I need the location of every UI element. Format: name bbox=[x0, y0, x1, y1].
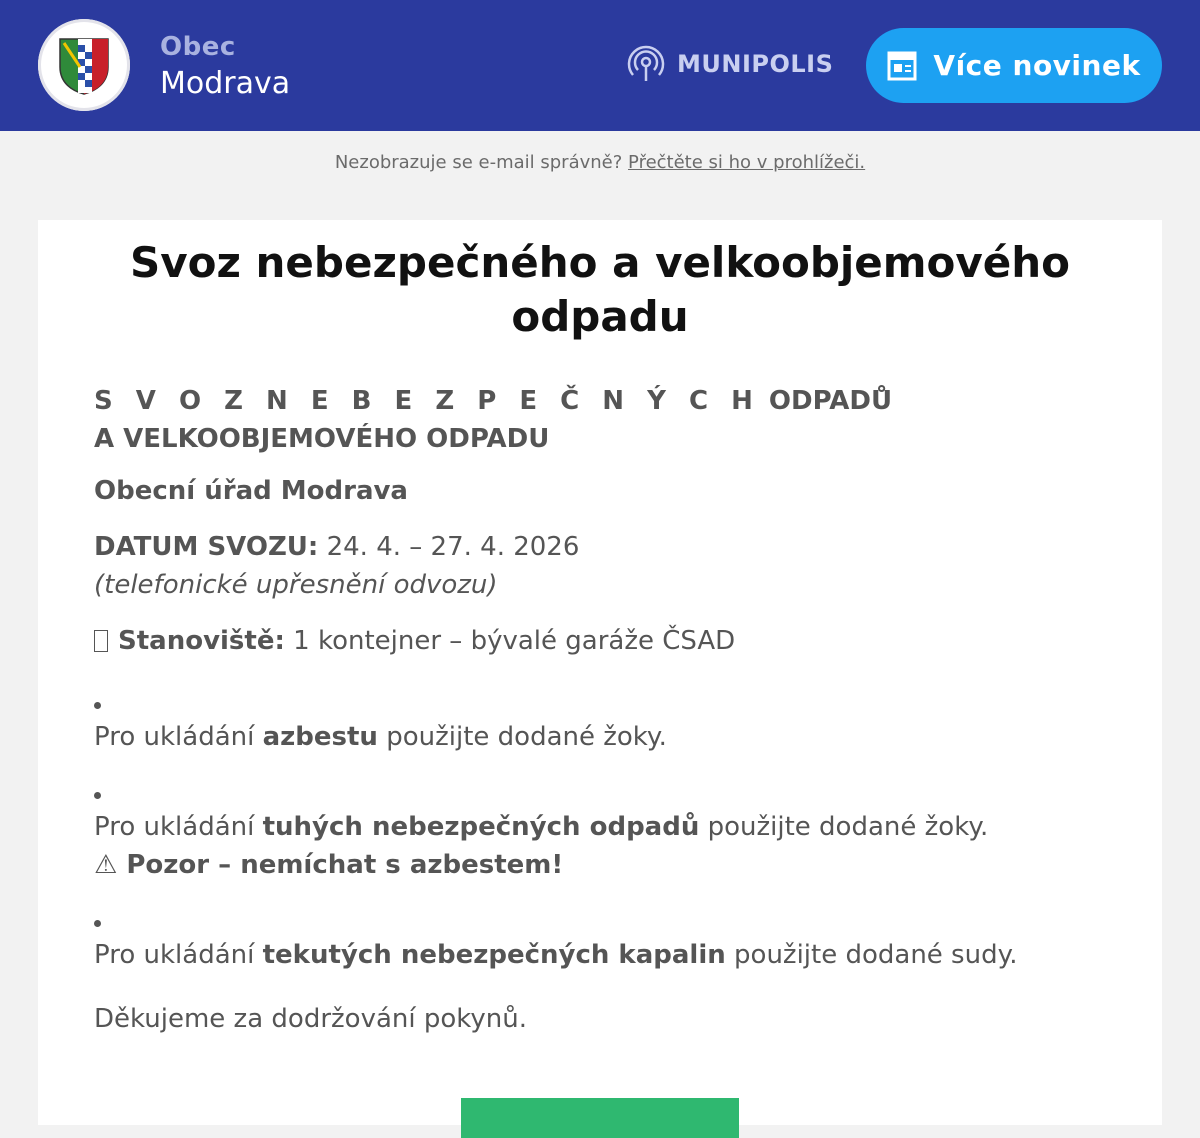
item-suffix: použijte dodané sudy. bbox=[734, 940, 1018, 970]
article-title: Svoz nebezpečného a velkoobjemového odpadu bbox=[129, 238, 1071, 341]
list-item bbox=[94, 940, 1018, 970]
municipality-logo[interactable] bbox=[38, 19, 130, 111]
article-subheading bbox=[94, 382, 892, 458]
pin-icon bbox=[94, 630, 108, 652]
item-prefix: Pro ukládání bbox=[94, 812, 255, 842]
date-note: (telefonické upřesnění odvozu) bbox=[94, 570, 498, 600]
subheading-rest: ODPADŮ bbox=[768, 386, 893, 416]
item-suffix: použijte dodané žoky. bbox=[707, 812, 989, 842]
more-news-label: Více novinek bbox=[933, 49, 1141, 82]
newspaper-icon bbox=[887, 51, 917, 81]
munipolis-brand[interactable] bbox=[627, 44, 833, 84]
date-label: DATUM SVOZU: bbox=[94, 532, 319, 562]
preheader bbox=[0, 152, 1200, 173]
item-suffix: použijte dodané žoky. bbox=[386, 722, 667, 752]
item-bold: tekutých nebezpečných kapalin bbox=[262, 940, 726, 970]
more-news-button[interactable] bbox=[866, 28, 1162, 103]
subheading-line2: A VELKOOBJEMOVÉHO ODPADU bbox=[94, 424, 550, 454]
item-bold: tuhých nebezpečných odpadů bbox=[262, 812, 700, 842]
thanks-text: Děkujeme za dodržování pokynů. bbox=[94, 1004, 527, 1034]
coat-of-arms-icon bbox=[58, 37, 110, 95]
town-prefix: Obec bbox=[160, 32, 236, 62]
item-prefix: Pro ukládání bbox=[94, 722, 255, 752]
item-bold: azbestu bbox=[262, 722, 378, 752]
list-item bbox=[94, 812, 988, 842]
warning-text: ⚠ Pozor – nemíchat s azbestem! bbox=[94, 850, 564, 880]
bullet-dot bbox=[94, 920, 101, 927]
collection-date bbox=[94, 532, 579, 562]
location-value: 1 kontejner – bývalé garáže ČSAD bbox=[293, 626, 736, 656]
town-name: Modrava bbox=[160, 66, 291, 101]
office-name: Obecní úřad Modrava bbox=[94, 476, 408, 506]
date-value: 24. 4. – 27. 4. 2026 bbox=[326, 532, 580, 562]
subheading-spaced: S V O Z N E B E Z P E Č N Ý C H bbox=[94, 386, 760, 416]
item-prefix: Pro ukládání bbox=[94, 940, 255, 970]
bullet-dot bbox=[94, 702, 101, 709]
header-bar bbox=[0, 0, 1200, 131]
preheader-text: Nezobrazuje se e-mail správně? bbox=[334, 152, 623, 173]
collection-location bbox=[94, 626, 735, 656]
broadcast-icon bbox=[627, 45, 665, 83]
bullet-dot bbox=[94, 792, 101, 799]
article-card bbox=[38, 220, 1162, 1125]
read-more-button[interactable] bbox=[461, 1098, 739, 1138]
brand-label: MUNIPOLIS bbox=[677, 50, 834, 78]
location-label: Stanoviště: bbox=[118, 626, 285, 656]
view-in-browser-link[interactable]: Přečtěte si ho v prohlížeči. bbox=[628, 152, 866, 173]
list-item bbox=[94, 722, 667, 752]
